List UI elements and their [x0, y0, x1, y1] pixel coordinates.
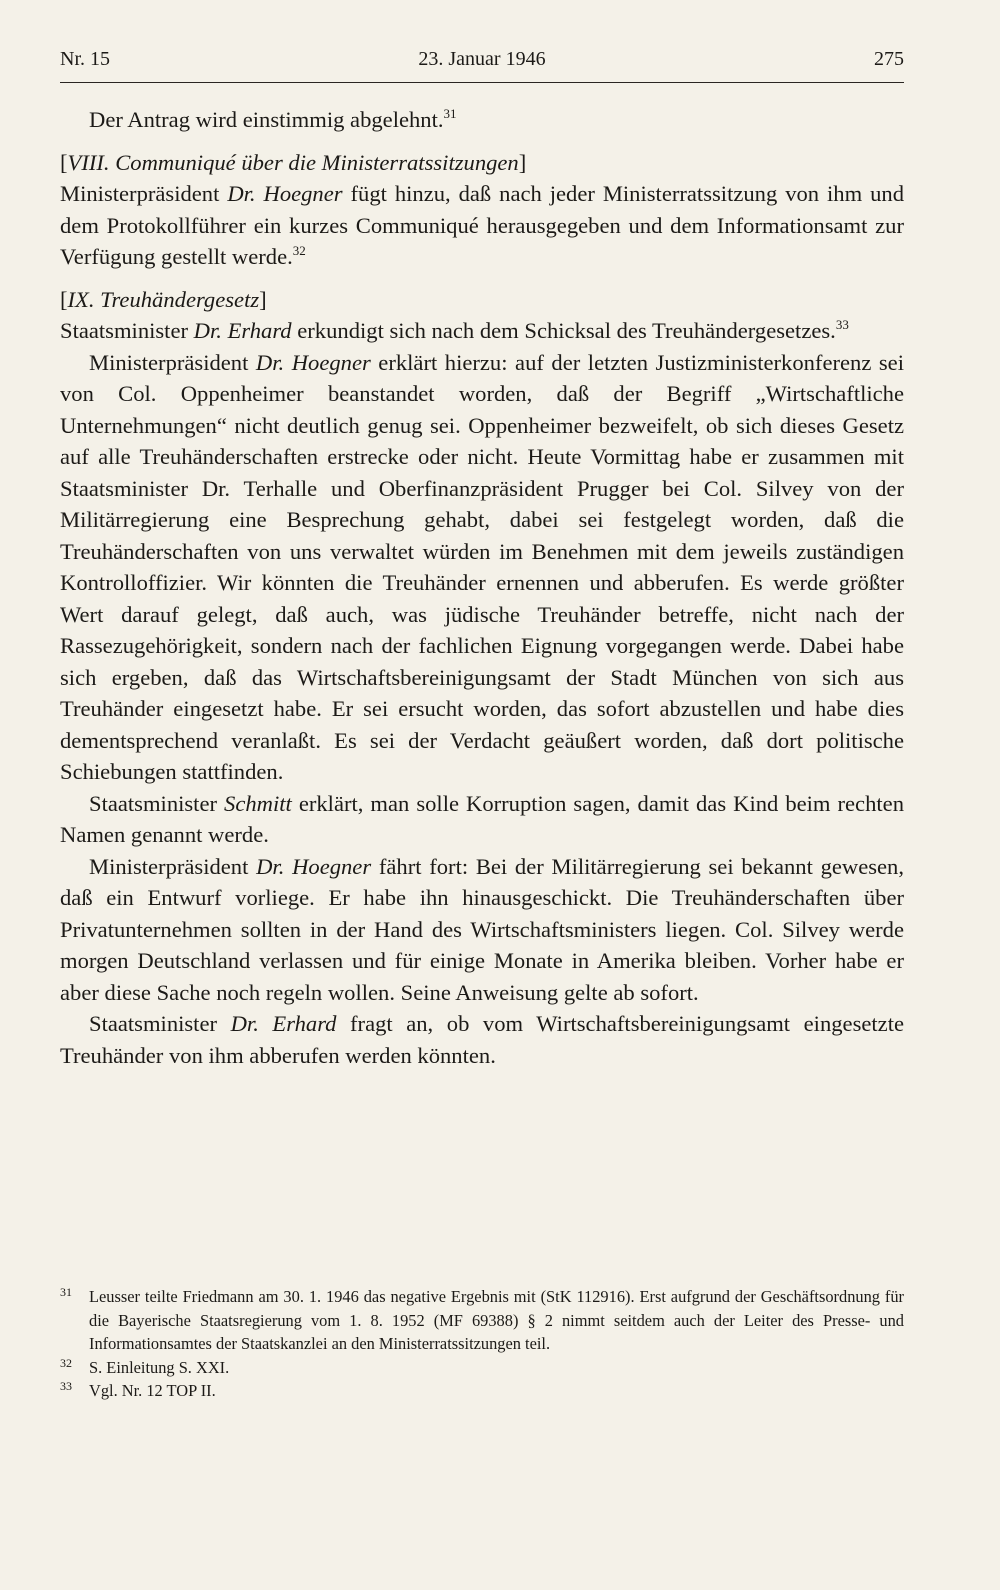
running-header: [60, 48, 904, 83]
section-heading-viii: [VIII. Communiqué über die Ministerratssitzungen]: [60, 149, 527, 175]
paragraph-schmitt: Staatsminister Schmitt erklärt, man solle Korruption sagen, damit das Kind beim rechten Namen genannt werde.: [60, 790, 904, 847]
main-text: [60, 104, 904, 1071]
footnote-33: 33 Vgl. Nr. 12 TOP II.: [60, 1379, 904, 1403]
speaker-name: Dr. Hoegner: [227, 181, 343, 206]
footnote-number: 31: [60, 1285, 72, 1299]
paragraph-communique: Ministerpräsident Dr. Hoegner fügt hinzu, daß nach jeder Ministerratssitzung von ihm und dem Protokollführer ein kurzes Communiqué herausgegeben und dem Informationsamt zur Verfügung gestellt werde.$^{32}$: [60, 181, 904, 269]
section-heading-ix: [IX. Treuhändergesetz]: [60, 286, 267, 312]
footnote-ref-32[interactable]: 32: [292, 243, 306, 258]
speaker-name: Schmitt: [224, 790, 292, 816]
paragraph-erhard-question: Staatsminister Dr. Erhard erkundigt sich nach dem Schicksal des Treuhändergesetzes.$^{33}$: [60, 317, 849, 343]
paragraph-antrag: Der Antrag wird einstimmig abgelehnt.$^{31}$: [89, 106, 457, 132]
paragraph-hoegner-continues: Ministerpräsident Dr. Hoegner fährt fort: Bei der Militärregierung sei bekannt gewesen, daß ein Entwurf vorliege. Er habe ihn hinausgeschickt. Die Treuhänderschaften über Privatunternehmen sollten in der Hand des Wirtschaftsministers liegen. Col. Silvey werde morgen Deutschland verlassen und für einige Monate in Amerika bleiben. Vorher habe er aber diese Sache noch regeln wollen. Seine Anweisung gelte ab sofort.: [60, 853, 905, 1005]
footnote-31: 31 Leusser teilte Friedmann am 30. 1. 1946 das negative Ergebnis mit (StK 112916). Erst aufgrund der Geschäftsordnung für die Bayerische Staatsregierung vom 1. 8. 1952 (MF 69388) § 2 nimmt seitdem auch der Leiter des Presse- und Informationsamtes der Staatskanzlei an den Ministerratssitzungen teil.: [60, 1285, 904, 1356]
footnote-ref-33[interactable]: 33: [835, 317, 849, 332]
header-date: 23. Januar 1946: [418, 48, 546, 70]
speaker-name: Dr. Hoegner: [255, 349, 371, 375]
document-number: Nr. 15: [60, 48, 110, 70]
speaker-name: Dr. Erhard: [193, 318, 292, 343]
footnotes: [60, 1285, 904, 1403]
footnote-ref-31[interactable]: 31: [443, 106, 457, 121]
page-number: 275: [874, 48, 904, 70]
paragraph-erhard-asks: Staatsminister Dr. Erhard fragt an, ob vom Wirtschaftsbereinigungsamt eingesetzte Treuhänder von ihm abberufen werden könnten.: [60, 1011, 905, 1068]
footnote-number: 32: [60, 1355, 72, 1370]
speaker-name: Dr. Hoegner: [256, 853, 372, 879]
footnote-number: 33: [60, 1379, 72, 1393]
paragraph-hoegner-explains: Ministerpräsident Dr. Hoegner erklärt hierzu: auf der letzten Justizministerkonferenz sei von Col. Oppenheimer beanstandet worden, daß der Begriff „Wirtschaftliche Unternehmungen“ nicht deutlich genug sei. Oppenheimer bezweifelt, ob sich dieses Gesetz auf alle Treuhänderschaften erstrecke oder nicht. Heute Vormittag habe er zusammen mit Staatsminister Dr. Terhalle und Oberfinanzpräsident Prugger bei Col. Silvey von der Militärregierung eine Besprechung gehabt, dabei sei festgelegt worden, daß die Treuhänderschaften von uns verwaltet würden im Benehmen mit dem jeweils zuständigen Kontrolloffizier. Wir könnten die Treuhänder ernennen und abberufen. Es werde größter Wert darauf gelegt, daß auch, was jüdische Treuhänder betreffe, nicht nach der Rassezugehörigkeit, sondern nach der fachlichen Eignung vorgegangen werde. Dabei habe sich ergeben, daß das Wirtschaftsbereinigungsamt der Stadt München von sich aus Treuhänder eingesetzt habe. Er sei ersucht worden, das sofort abzustellen und habe dies dementsprechend veranlaßt. Es sei der Verdacht geäußert worden, daß dort politische Schiebungen stattfinden.: [60, 349, 904, 784]
speaker-name: Dr. Erhard: [230, 1011, 337, 1036]
footnote-32: 32 S. Einleitung S. XXI.: [60, 1356, 904, 1380]
